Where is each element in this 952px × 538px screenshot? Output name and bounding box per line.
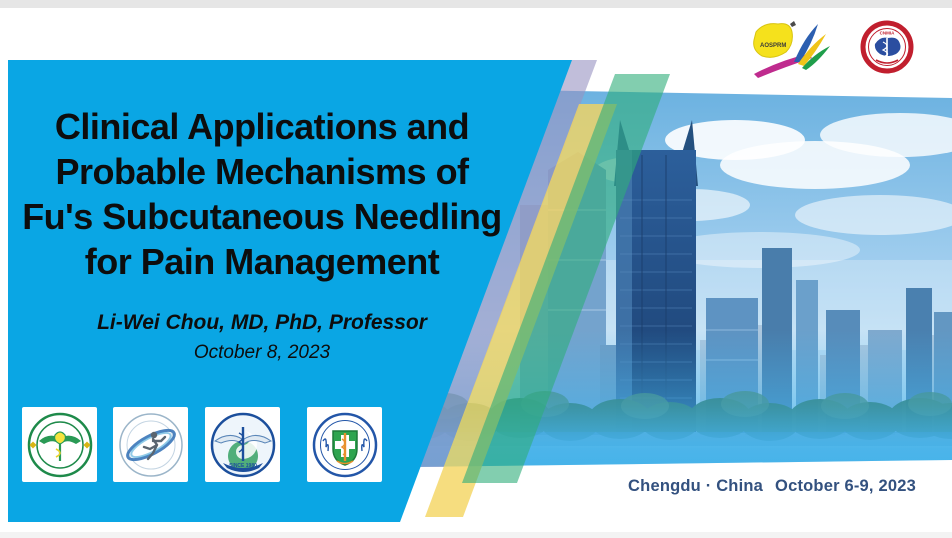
slide-title-line: Fu's Subcutaneous Needling — [22, 196, 502, 237]
presentation-date: October 8, 2023 — [193, 342, 331, 363]
conference-footer — [628, 477, 916, 496]
asia-university-hospital-logo — [307, 407, 382, 482]
china-medical-university-logo — [22, 407, 97, 482]
window-top-edge — [0, 0, 952, 8]
svg-text:CNMIA: CNMIA — [879, 30, 895, 36]
conference-dates: October 6-9, 2023 — [775, 477, 916, 495]
slide-title-line: for Pain Management — [84, 241, 440, 282]
slide-title-line: Probable Mechanisms of — [55, 151, 469, 192]
cmu-hospital-logo — [205, 407, 280, 482]
cnmia-logo — [860, 20, 914, 74]
slide-title-line: Clinical Applications and — [54, 106, 470, 147]
window-bottom-edge — [0, 532, 952, 538]
svg-text:AOSPRM: AOSPRM — [760, 43, 787, 49]
svg-text:SINCE 1980: SINCE 1980 — [228, 462, 257, 469]
conference-location: Chengdu · China — [628, 477, 764, 495]
author-name: Li-Wei Chou, MD, PhD, Professor — [97, 311, 427, 334]
slide-title — [14, 104, 510, 284]
aosprm-logo — [746, 18, 836, 80]
cmu-physical-therapy-logo — [113, 407, 188, 482]
